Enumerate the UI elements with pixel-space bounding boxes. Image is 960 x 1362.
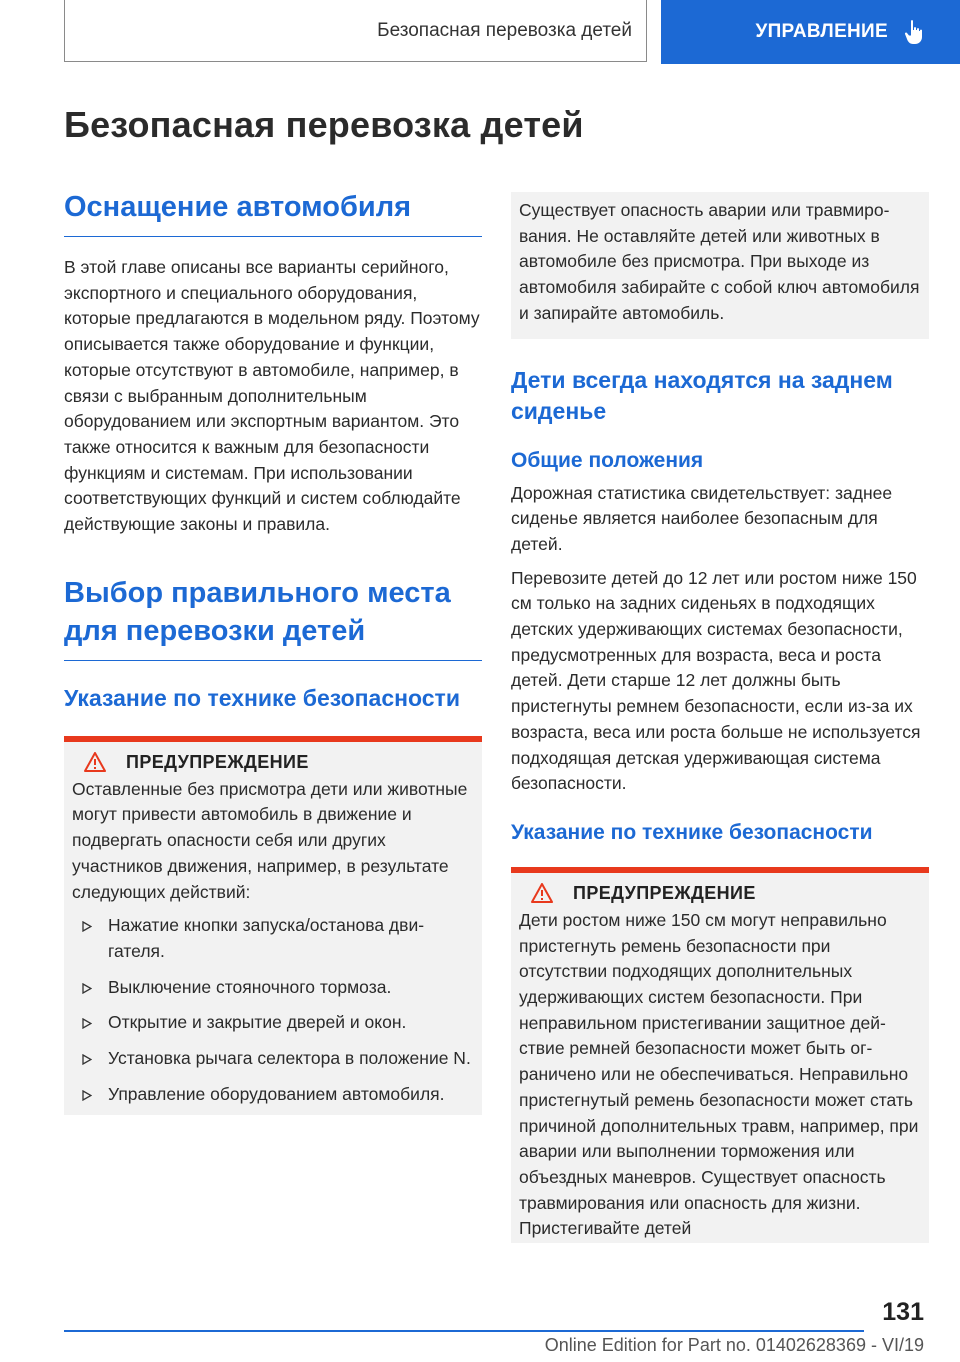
left-column bbox=[64, 188, 482, 1115]
list-item bbox=[72, 975, 474, 1001]
warning-continuation-text: Существует опасность аварии или травмирования. Не оставляйте детей или животных в автомобиле без присмотра. При выходе из автомобиля забирайте с собой ключ автомобиля и запирайте автомобиль. bbox=[519, 200, 920, 323]
list-item bbox=[72, 913, 474, 964]
header-chapter-label: УПРАВЛЕНИЕ bbox=[755, 21, 888, 42]
pointing-hand-icon bbox=[904, 19, 926, 45]
page-title: Безопасная перевозка детей bbox=[64, 104, 584, 145]
list-item bbox=[72, 1010, 474, 1036]
warning-text: Оставленные без присмотра дети или животные могут привести автомобиль в движение и подвергать опасности себя или других участников движения, например, в результате следующих действий: bbox=[72, 778, 468, 902]
warning-text-2: Дети ростом ниже 150 см могут неправильно пристегнуть ремень безопасности при отсутствии подходящих дополнительных удерживающих систем безопасности. При неправильном пристегивании защитное действие ремней безопасности может быть ограничено или не обеспечиваться. Неправильно пристегнутый ремень безопасности может стать причиной дополнительных травм, например, при аварии или выполнении торможения или объездных маневров. Существует опасность травмирования или опасность для жизни. Пристегивайте детей bbox=[519, 909, 919, 1239]
right-column bbox=[511, 192, 929, 1243]
warning-title bbox=[72, 752, 474, 773]
heading-safety-note: Указание по технике безопасности bbox=[64, 684, 460, 711]
footer-edition: Online Edition for Part no. 01402628369 - VI/19 bbox=[544, 1335, 924, 1355]
warning-label: ПРЕДУПРЕЖДЕНИЕ bbox=[126, 751, 309, 772]
triangle-bullet-icon bbox=[82, 921, 92, 932]
heading-safety-note-2: Указание по технике безопасности bbox=[511, 820, 873, 844]
bullet-text: Установка рычага селектора в положение N. bbox=[108, 1048, 471, 1069]
equipment-text: В этой главе описаны все варианты серийного, экспортного и специального оборудования, которые предлагаются в модельном ряду. Поэтому описывается также оборудование и функции, которые отсутствуют в автомобиле, например, в связи с выбранным дополнительным оборудованием или экспортным вариантом. Это также относится к важным для безопасности функциям и системам. При использовании соответствующих функций и систем соблюдайте действующие законы и правила. bbox=[64, 257, 480, 535]
list-item bbox=[72, 1046, 474, 1072]
bullet-text: Нажатие кнопки запуска/останова двигателя. bbox=[108, 915, 425, 961]
warning-continuation-box bbox=[511, 192, 929, 339]
heading-general: Общие положения bbox=[511, 448, 704, 472]
bullet-text: Открытие и закрытие дверей и окон. bbox=[108, 1012, 407, 1033]
heading-choice: Выбор правильного места для перевозки детей bbox=[64, 574, 482, 661]
warning-box-2 bbox=[511, 867, 929, 1243]
triangle-bullet-icon bbox=[82, 983, 92, 994]
warning-box bbox=[64, 736, 482, 1116]
warning-bullet-list bbox=[72, 913, 474, 1107]
general-paragraph-2: Перевозите детей до 12 лет или ростом ниже 150 см только на задних сиденьях в подходящих детских удерживающих системах безопасности, предусмотренных для возраста, веса и роста детей. Дети старше 12 лет должны быть пристегнуты ремнем безопасности, если из-за их возраста, веса или роста больше не используется подходящая детская удерживающая система безопасности. bbox=[511, 567, 921, 794]
header-chapter-tab[interactable] bbox=[661, 0, 960, 64]
list-item bbox=[72, 1082, 474, 1108]
heading-rear-seat: Дети всегда находятся на заднем сиденье bbox=[511, 366, 893, 424]
header-section-title-text: Безопасная перевозка детей bbox=[377, 19, 632, 41]
triangle-bullet-icon bbox=[82, 1090, 92, 1101]
warning-title-2 bbox=[519, 883, 921, 904]
warning-label-2: ПРЕДУПРЕЖДЕНИЕ bbox=[573, 882, 756, 903]
warning-triangle-icon bbox=[84, 752, 106, 772]
bullet-text: Управление оборудованием автомобиля. bbox=[108, 1083, 445, 1104]
general-paragraph-1: Дорожная статистика свидетельствует: заднее сиденье является наиболее безопасным для детей. bbox=[511, 482, 893, 554]
triangle-bullet-icon bbox=[82, 1018, 92, 1029]
footer-divider bbox=[64, 1330, 864, 1332]
warning-triangle-icon bbox=[531, 883, 553, 903]
page-number: 131 bbox=[882, 1298, 924, 1326]
bullet-text: Выключение стояночного тормоза. bbox=[108, 976, 392, 997]
header-section-title bbox=[64, 0, 647, 62]
heading-equipment: Оснащение автомобиля bbox=[64, 188, 482, 237]
triangle-bullet-icon bbox=[82, 1054, 92, 1065]
